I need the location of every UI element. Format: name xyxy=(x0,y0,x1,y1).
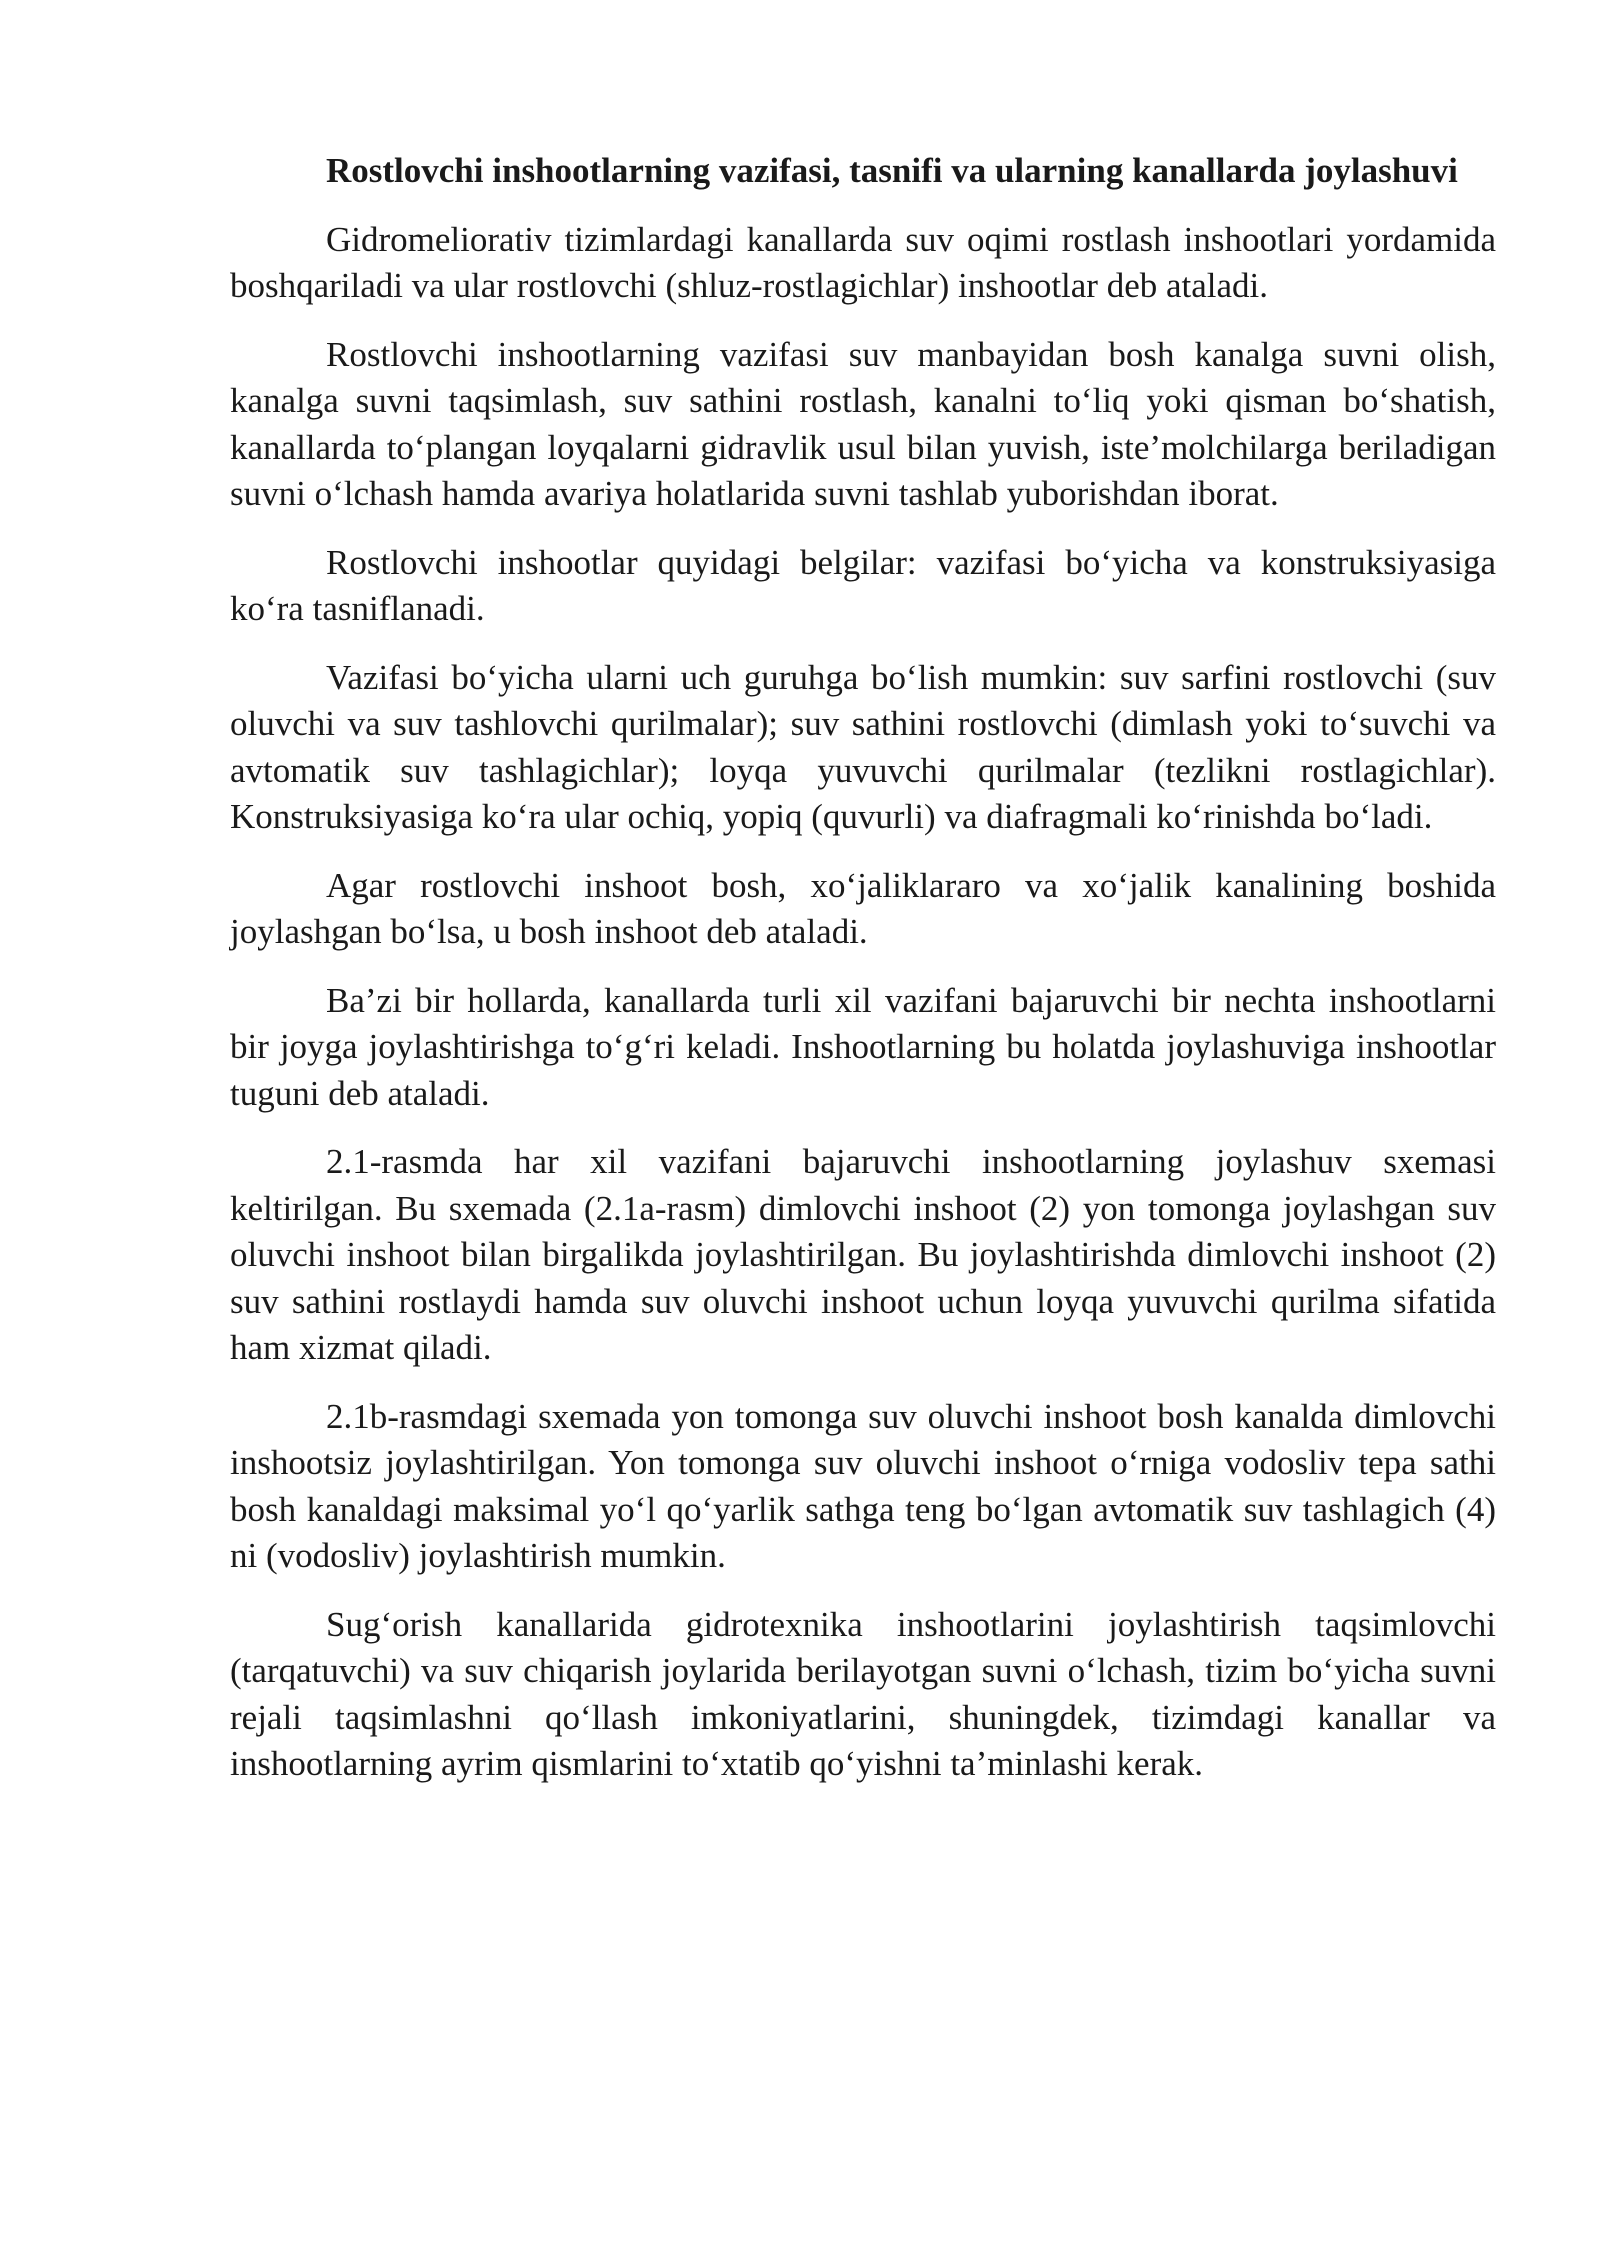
section-heading: Rostlovchi inshootlarning vazifasi, tasnifi va ularning kanallarda joylashuvi xyxy=(326,151,1458,190)
paragraph-8: 2.1b-rasmdagi sxemada yon tomonga suv oluvchi inshoot bosh kanalda dimlovchi inshootsiz joylashtirilgan. Yon tomonga suv oluvchi inshoot o‘rniga vodosliv tepa sathi bosh kanaldagi maksimal yo‘l qo‘yarlik sathga teng bo‘lgan avtomatik suv tashlagich (4) ni (vodosliv) joylashtirish mumkin. xyxy=(230,1396,1496,1575)
paragraph-6: Ba’zi bir hollarda, kanallarda turli xil vazifani bajaruvchi bir nechta inshootlarni bir joyga joylashtirishga to‘g‘ri keladi. Inshootlarning bu holatda joylashuviga inshootlar tuguni deb ataladi. xyxy=(230,980,1496,1113)
document-body xyxy=(230,148,1496,1810)
paragraph-4: Vazifasi bo‘yicha ularni uch guruhga bo‘lish mumkin: suv sarfini rostlovchi (suv oluvchi va suv tashlovchi qurilmalar); suv sathini rostlovchi (dimlash yoki to‘suvchi va avtomatik suv tashlagichlar); loyqa yuvuvchi qurilmalar (tezlikni rostlagichlar). Konstruksiyasiga ko‘ra ular ochiq, yopiq (quvurli) va diafragmali ko‘rinishda bo‘ladi. xyxy=(230,657,1496,836)
paragraph-2: Rostlovchi inshootlarning vazifasi suv manbayidan bosh kanalga suvni olish, kanalga suvni taqsimlash, suv sathini rostlash, kanalni to‘liq yoki qisman bo‘shatish, kanallarda to‘plangan loyqalarni gidravlik usul bilan yuvish, iste’molchilarga beriladigan suvni o‘lchash hamda avariya holatlarida suvni tashlab yuborishdan iborat. xyxy=(230,334,1496,513)
paragraph-9: Sug‘orish kanallarida gidrotexnika inshootlarini joylashtirish taqsimlovchi (tarqatuvchi) va suv chiqarish joylarida berilayotgan suvni o‘lchash, tizim bo‘yicha suvni rejali taqsimlashni qo‘llash imkoniyatlarini, shuningdek, tizimdagi kanallar va inshootlarning ayrim qismlarini to‘xtatib qo‘yishni ta’minlashi kerak. xyxy=(230,1604,1496,1783)
paragraph-3: Rostlovchi inshootlar quyidagi belgilar: vazifasi bo‘yicha va konstruksiyasiga ko‘ra tasniflanadi. xyxy=(230,542,1496,628)
paragraph-1: Gidromeliorativ tizimlardagi kanallarda suv oqimi rostlash inshootlari yordamida boshqariladi va ular rostlovchi (shluz-rostlagichlar) inshootlar deb ataladi. xyxy=(230,219,1496,305)
paragraph-5: Agar rostlovchi inshoot bosh, xo‘jaliklararo va xo‘jalik kanalining boshida joylashgan bo‘lsa, u bosh inshoot deb ataladi. xyxy=(230,865,1496,951)
paragraph-7: 2.1-rasmda har xil vazifani bajaruvchi inshootlarning joylashuv sxemasi keltirilgan. Bu sxemada (2.1a-rasm) dimlovchi inshoot (2) yon tomonga joylashgan suv oluvchi inshoot bilan birgalikda joylashtirilgan. Bu joylashtirishda dimlovchi inshoot (2) suv sathini rostlaydi hamda suv oluvchi inshoot uchun loyqa yuvuvchi qurilma sifatida ham xizmat qiladi. xyxy=(230,1142,1496,1367)
